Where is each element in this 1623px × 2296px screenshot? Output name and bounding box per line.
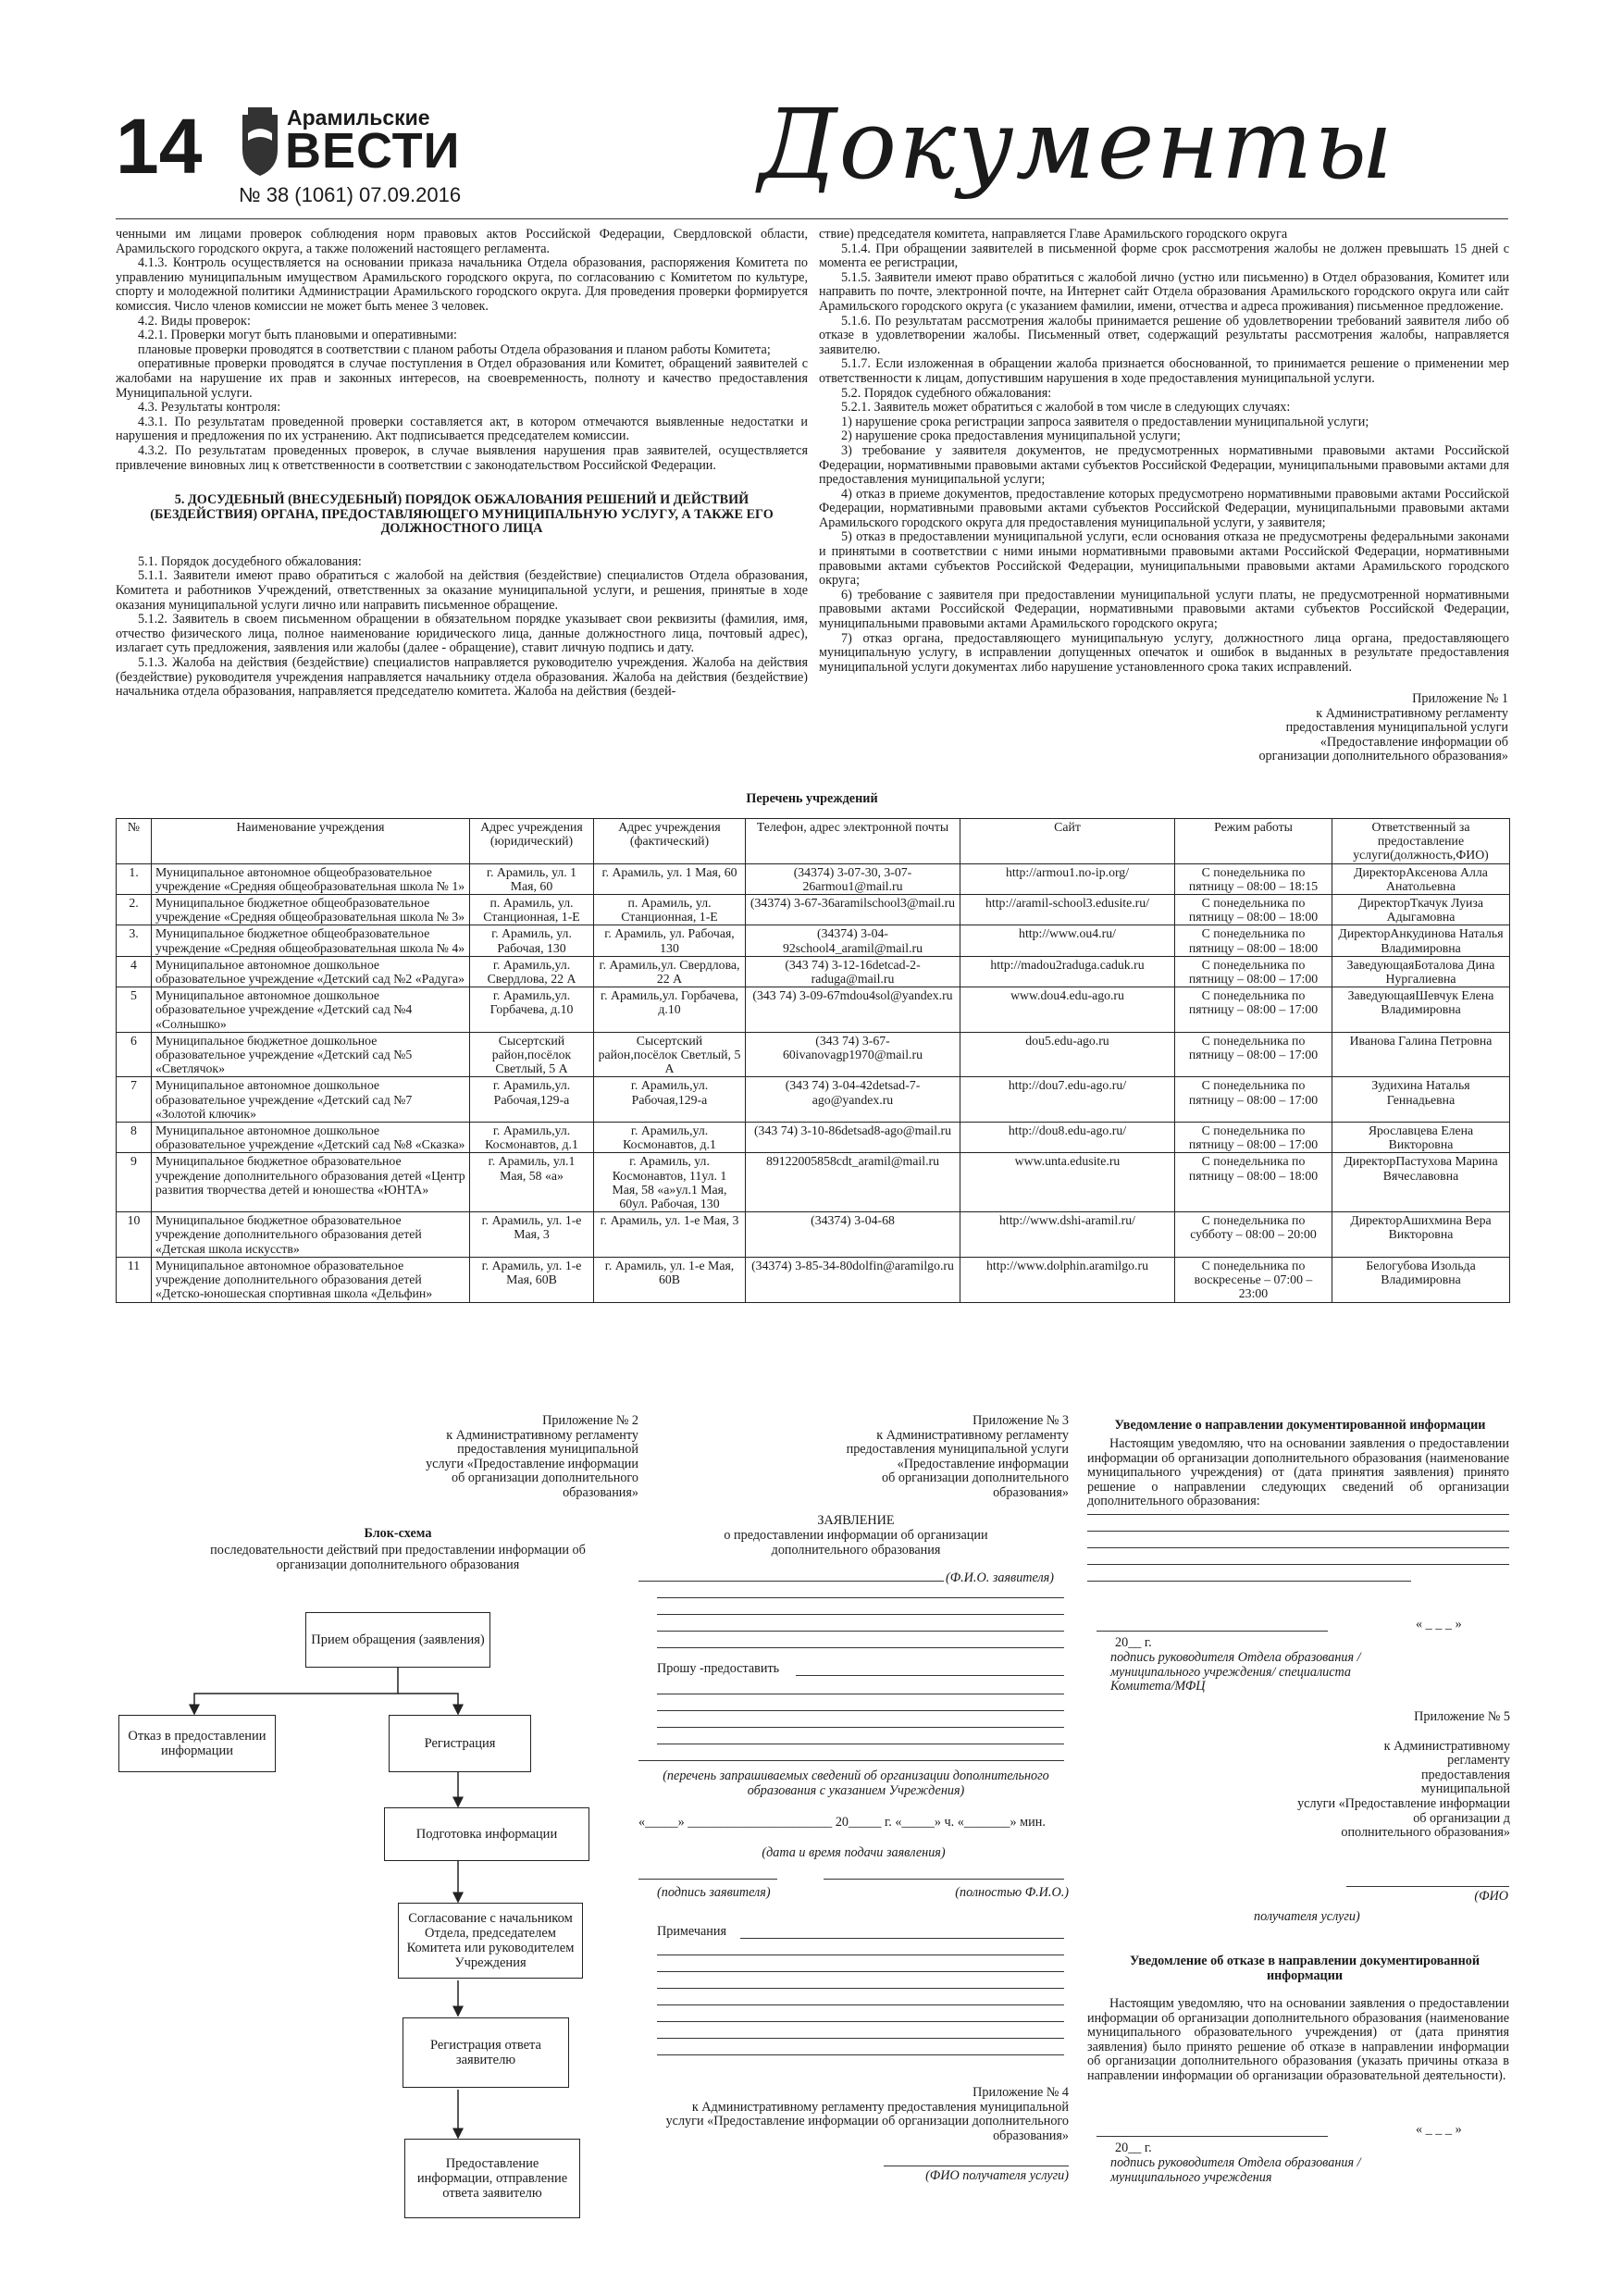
paragraph: 5.1.1. Заявители имеют право обратиться с жалобой на действия (бездействие) специалистов Отдела образования, Комитета и работников Учреждений, ответственных за оказание муниципальной услуги, и решения, принятые в ходе оказания муниципальной услуги лично или направить письменное обращение. — [116, 568, 808, 613]
appendix-line: «Предоставление информации об — [1319, 734, 1508, 750]
cell-number: 1. — [117, 863, 152, 894]
flow-box-receive: Прием обращения (заявления) — [305, 1612, 490, 1668]
cell-name: Муниципальное бюджетное образовательное учреждение дополнительного образования детей «Детская школа искусств» — [152, 1212, 470, 1258]
appendix-line: образования» — [993, 1484, 1069, 1500]
appendix-line: организации дополнительного образования» — [1258, 749, 1508, 764]
appendix-line: предоставления муниципальной услуги — [846, 1442, 1069, 1458]
appendix-line: к Административному регламенту — [446, 1427, 638, 1443]
cell-responsible: Зудихина Наталья Геннадьевна — [1332, 1077, 1510, 1123]
form-line — [1087, 1547, 1509, 1548]
cell-name: Муниципальное автономное образовательное учреждение дополнительного образования детей «Детско-юношеская спортивная школа «Дельфин» — [152, 1257, 470, 1302]
flow-connector — [194, 1668, 398, 1714]
appendix-line: предоставления муниципальной — [457, 1442, 638, 1458]
cell-hours: С понедельника по пятницу – 08:00 – 17:00 — [1175, 1032, 1332, 1077]
paragraph: 5.1.2. Заявитель в своем письменном обращении в обязательном порядке указывает свои реквизиты (фамилия, имя, отчество физического лица, полное наименование юридического лица, данные должностного лица, почтовый адрес), излагает суть предложения, заявления или жалобы (далее - обращение), ставит личную подпись и дату. — [116, 612, 808, 656]
form-line — [740, 1938, 1064, 1939]
column-header: Телефон, адрес электронной почты — [746, 819, 960, 864]
date-line: «_____» ______________________ 20_____ г. «_____» ч. «_______» мин. — [638, 1815, 1046, 1830]
paragraph: 4.2.1. Проверки могут быть плановыми и оперативными: — [138, 328, 457, 343]
form-line — [657, 2004, 1064, 2005]
form-line — [1096, 2136, 1328, 2137]
column-header: Адрес учреждения (юридический) — [470, 819, 594, 864]
cell-contacts: (343 74) 3-10-86detsad8-ago@mail.ru — [746, 1123, 960, 1153]
notice-1-year: 20__ г. — [1115, 1635, 1152, 1650]
appendix-line: к Административному регламенту — [876, 1427, 1069, 1443]
cell-contacts: (343 74) 3-12-16detcad-2-raduga@mail.ru — [746, 956, 960, 987]
issue-info: № 38 (1061) 07.09.2016 — [239, 183, 462, 206]
cell-number: 2. — [117, 895, 152, 925]
cell-responsible: ЗаведующаяШевчук Елена Владимировна — [1332, 987, 1510, 1033]
cell-name: Муниципальное бюджетное общеобразовательное учреждение «Средняя общеобразовательная школа № 3» — [152, 895, 470, 925]
cell-site: http://www.dshi-aramil.ru/ — [960, 1212, 1175, 1258]
form-line — [638, 1581, 944, 1582]
notice-paragraph: Настоящим уведомляю, что на основании заявления о предоставлении информации об организации дополнительного образования (наименование муниципального учреждения) от (дата принятия заявления) принято решение о направлении следующих сведений об организации дополнительного образования: — [1087, 1436, 1509, 1509]
paragraph: ствие) председателя комитета, направляется Главе Арамильского городского округа — [819, 227, 1288, 242]
paragraph: 5.1.4. При обращении заявителей в письменной форме срок рассмотрения жалобы не должен превышать 15 дней с момента ее регистрации, — [819, 241, 1509, 271]
cell-hours: С понедельника по пятницу – 08:00 – 17:00 — [1175, 1123, 1332, 1153]
cell-site: http://armou1.no-ip.org/ — [960, 863, 1175, 894]
cell-responsible: ДиректорАшихмина Вера Викторовна — [1332, 1212, 1510, 1258]
notice-2-year: 20__ г. — [1115, 2141, 1152, 2155]
cell-responsible: ДиректорАксенова Алла Анатольевна — [1332, 863, 1510, 894]
notes-label: Примечания — [657, 1924, 726, 1939]
appendix-line: Приложение № 5 — [1414, 1709, 1510, 1724]
paragraph: 2) нарушение срока предоставления муниципальной услуги; — [841, 428, 1181, 444]
cell-actual-address: г. Арамиль,ул. Свердлова, 22 А — [594, 956, 746, 987]
notice-1-date: « _ _ _ » — [1416, 1617, 1462, 1632]
paragraph: 5.2. Порядок судебного обжалования: — [841, 385, 1052, 401]
paragraph: 1) нарушение срока регистрации запроса заявителя о предоставлении муниципальной услуги; — [841, 414, 1369, 429]
cell-name: Муниципальное бюджетное общеобразовательное учреждение «Средняя общеобразовательная школа № 4» — [152, 925, 470, 956]
column-header: Режим работы — [1175, 819, 1332, 864]
column-header: Сайт — [960, 819, 1175, 864]
flow-box-prepare: Подготовка информации — [384, 1807, 589, 1861]
form-line — [1346, 1886, 1509, 1887]
application-title: ЗАЯВЛЕНИЕ — [817, 1513, 895, 1528]
appendix-line: об организации д — [1413, 1810, 1510, 1826]
cell-actual-address: г. Арамиль,ул. Горбачева, д.10 — [594, 987, 746, 1033]
cell-site: http://aramil-school3.edusite.ru/ — [960, 895, 1175, 925]
form-line — [657, 1631, 1064, 1632]
cell-actual-address: п. Арамиль, ул. Станционная, 1-Е — [594, 895, 746, 925]
cell-legal-address: г. Арамиль, ул. 1 Мая, 60 — [470, 863, 594, 894]
cell-hours: С понедельника по пятницу – 08:00 – 18:00 — [1175, 925, 1332, 956]
form-line — [1087, 1514, 1509, 1515]
cell-hours: С понедельника по пятницу – 08:00 – 17:00 — [1175, 956, 1332, 987]
cell-legal-address: г. Арамиль,ул. Рабочая,129-а — [470, 1077, 594, 1123]
cell-legal-address: г. Арамиль, ул. 1-е Мая, 60В — [470, 1257, 594, 1302]
appendix-5-fio-2: получателя услуги) — [1254, 1909, 1360, 1924]
appendix-line: услуги «Предоставление информации об организации дополнительного образования» — [665, 2114, 1069, 2143]
appendix-line: предоставления муниципальной услуги — [1285, 720, 1508, 736]
paragraph: 5.1. Порядок досудебного обжалования: — [138, 553, 362, 569]
cell-actual-address: Сысертский район,посёлок Светлый, 5 А — [594, 1032, 746, 1077]
appendix-line: к Административному регламенту — [1316, 705, 1508, 721]
notice-2-date: « _ _ _ » — [1416, 2122, 1462, 2137]
column-header: Наименование учреждения — [152, 819, 470, 864]
cell-legal-address: г. Арамиль, ул. Рабочая, 130 — [470, 925, 594, 956]
cell-number: 8 — [117, 1123, 152, 1153]
cell-contacts: (343 74) 3-04-42detsad-7-ago@yandex.ru — [746, 1077, 960, 1123]
date-caption: (дата и время подачи заявления) — [762, 1845, 946, 1860]
cell-number: 11 — [117, 1257, 152, 1302]
cell-site: http://dou7.edu-ago.ru/ — [960, 1077, 1175, 1123]
cell-site: http://dou8.edu-ago.ru/ — [960, 1123, 1175, 1153]
cell-hours: С понедельника по воскресенье – 07:00 – 23:00 — [1175, 1257, 1332, 1302]
applicant-fio-caption: (Ф.И.О. заявителя) — [946, 1570, 1054, 1585]
cell-actual-address: г. Арамиль, ул. Космонавтов, 11ул. 1 Мая, 58 «а»ул.1 Мая, 60ул. Рабочая, 130 — [594, 1153, 746, 1212]
cell-contacts: (343 74) 3-67-60ivanovagp1970@mail.ru — [746, 1032, 960, 1077]
cell-hours: С понедельника по пятницу – 08:00 – 17:00 — [1175, 1077, 1332, 1123]
notice-1-signature: подпись руководителя Отдела образования /муниципального учреждения/ специалиста Комитета/МФЦ — [1110, 1650, 1361, 1694]
flow-box-provide: Предоставление информации, отправление ответа заявителю — [404, 2139, 580, 2218]
request-list-caption: (перечень запрашиваемых сведений об организации дополнительного образования с указанием Учреждения) — [663, 1769, 1049, 1798]
cell-responsible: Иванова Галина Петровна — [1332, 1032, 1510, 1077]
cell-responsible: Белогубова Изольда Владимировна — [1332, 1257, 1510, 1302]
cell-name: Муниципальное автономное дошкольное образовательное учреждение «Детский сад №7 «Золотой ключик» — [152, 1077, 470, 1123]
notice-1-text — [1087, 1437, 1509, 1509]
cell-number: 3. — [117, 925, 152, 956]
appendix-line: услуги «Предоставление информации — [426, 1456, 638, 1471]
fullname-caption: (полностью Ф.И.О.) — [955, 1885, 1069, 1900]
table-title: Перечень учреждений — [746, 791, 878, 806]
form-line — [657, 2038, 1064, 2039]
notice-2-text — [1087, 1997, 1509, 2084]
appendix-line: «Предоставление информации — [897, 1456, 1069, 1471]
form-line — [1087, 1531, 1509, 1532]
cell-contacts: (34374) 3-04-92school4_aramil@mail.ru — [746, 925, 960, 956]
cell-name: Муниципальное бюджетное дошкольное образовательное учреждение «Детский сад №5 «Светлячок» — [152, 1032, 470, 1077]
paragraph: 4.1.3. Контроль осуществляется на основании приказа начальника Отдела образования, распоряжения Комитета по управлению муниципальным имуществом Арамильского городского округа, по согласованию с Комитетом по культуре, спорту и молодежной политики Администрации Арамильского городского округа. Для проведения проверки формируется комиссия. Число членов комиссии не может быть менее 3 человек. — [116, 255, 808, 314]
cell-hours: С понедельника по субботу – 08:00 – 20:00 — [1175, 1212, 1332, 1258]
cell-number: 6 — [117, 1032, 152, 1077]
form-line — [638, 1760, 1064, 1761]
form-line — [657, 1710, 1064, 1711]
form-line — [657, 1597, 1064, 1598]
application-subtitle: о предоставлении информации об организации дополнительного образования — [724, 1528, 988, 1558]
cell-site: http://www.ou4.ru/ — [960, 925, 1175, 956]
logo-top-text: Арамильские — [287, 105, 430, 130]
paragraph: ченными им лицами проверок соблюдения норм правовых актов Российской Федерации, Свердловской области, Арамильского городского округа, а также положений настоящего регламента. — [116, 227, 808, 256]
notice-2-signature: подпись руководителя Отдела образования /муниципального учреждения — [1110, 2155, 1361, 2185]
cell-contacts: 89122005858cdt_aramil@mail.ru — [746, 1153, 960, 1212]
cell-hours: С понедельника по пятницу – 08:00 – 17:00 — [1175, 987, 1332, 1033]
cell-responsible: ДиректорАнкудинова Наталья Владимировна — [1332, 925, 1510, 956]
cell-responsible: ДиректорТкачук Луиза Адыгамовна — [1332, 895, 1510, 925]
cell-site: http://madou2raduga.caduk.ru — [960, 956, 1175, 987]
recipient-fio-caption: (ФИО получателя услуги) — [925, 2168, 1069, 2183]
cell-responsible: ДиректорПастухова Марина Вячеславовна — [1332, 1153, 1510, 1212]
cell-number: 9 — [117, 1153, 152, 1212]
cell-legal-address: г. Арамиль, ул. 1-е Мая, 3 — [470, 1212, 594, 1258]
column-header: Адрес учреждения (фактический) — [594, 819, 746, 864]
request-label: Прошу -предоставить — [657, 1661, 780, 1676]
form-line — [1087, 1581, 1411, 1582]
paragraph: оперативные проверки проводятся в случае поступления в Отдел образования или Комитет, обращений заявителей с жалобами на нарушение их прав и законных интересов, на своевременность, полноту и качество предоставления Муниципальной услуги. — [116, 356, 808, 401]
notice-paragraph: Настоящим уведомляю, что на основании заявления о предоставлении информации об организации дополнительного образования (наименование муниципального образовательного учреждения) от (дата принятия заявления) было принято решение об отказе в направлении информации об организации дополнительного образования (указать причины отказа в направлении информации об организации образовательной деятельности). — [1087, 1996, 1509, 2083]
cell-hours: С понедельника по пятницу – 08:00 – 18:00 — [1175, 895, 1332, 925]
flowchart-title: Блок-схема — [364, 1526, 432, 1541]
form-line — [638, 1879, 777, 1880]
paragraph: 4.2. Виды проверок: — [138, 313, 251, 329]
appendix-line: к Административному — [1383, 1738, 1510, 1754]
paragraph: плановые проверки проводятся в соответствии с планом работы Отдела образования и планом работы Комитета; — [138, 341, 771, 357]
appendix-line: регламенту — [1447, 1753, 1510, 1769]
cell-number: 7 — [117, 1077, 152, 1123]
cell-hours: С понедельника по пятницу – 08:00 – 18:15 — [1175, 863, 1332, 894]
cell-legal-address: г. Арамиль,ул. Свердлова, 22 А — [470, 956, 594, 987]
flow-box-register: Регистрация — [389, 1715, 531, 1772]
cell-legal-address: г. Арамиль, ул.1 Мая, 58 «а» — [470, 1153, 594, 1212]
signature-caption: (подпись заявителя) — [657, 1885, 771, 1900]
cell-contacts: (34374) 3-04-68 — [746, 1212, 960, 1258]
cell-site: www.unta.edusite.ru — [960, 1153, 1175, 1212]
appendix-5-fio: (ФИО — [1474, 1889, 1508, 1904]
appendix-line: об организации дополнительного — [882, 1471, 1069, 1486]
appendix-5-heading — [1231, 1710, 1510, 1841]
appendix-line: ополнительного образования» — [1341, 1825, 1510, 1841]
appendix-line: муниципальной — [1420, 1781, 1510, 1797]
column-header: Ответственный за предоставление услуги(должность,ФИО) — [1332, 819, 1510, 864]
appendix-3-heading — [814, 1414, 1069, 1501]
paragraph: 5.1.6. По результатам рассмотрения жалобы принимается решение об удовлетворении требований заявителя либо об отказе в удовлетворении жалобы. Письменный ответ, содержащий результаты рассмотрения жалобы, направляется заявителю. — [819, 313, 1509, 357]
flow-box-agree: Согласование с начальником Отдела, председателем Комитета или руководителем Учреждения — [398, 1903, 583, 1979]
paragraph: 3) требование у заявителя документов, не предусмотренных нормативными правовыми актами Российской Федерации, нормативными правовыми актами субъектов Российской Федерации, муниципальными правовыми актами для предоставления муниципальной услуги; — [819, 442, 1509, 488]
column-header: № — [117, 819, 152, 864]
cell-hours: С понедельника по пятницу – 08:00 – 18:00 — [1175, 1153, 1332, 1212]
cell-name: Муниципальное автономное дошкольное образовательное учреждение «Детский сад №8 «Сказка» — [152, 1123, 470, 1153]
paragraph: 4.3.2. По результатам проведенных проверок, в случае выявления нарушения прав заявителей, осуществляется привлечение виновных лиц к ответственности в соответствии с законодательством Российской Федерации. — [116, 442, 808, 473]
appendix-line: Приложение № 4 — [973, 2085, 1069, 2100]
section5-heading: 5. ДОСУДЕБНЫЙ (ВНЕСУДЕБНЫЙ) ПОРЯДОК ОБЖАЛОВАНИЯ РЕШЕНИЙ И ДЕЙСТВИЙ (БЕЗДЕЙСТВИЯ) ОРГАНА, ПРЕДОСТАВЛЯЮЩЕГО МУНИЦИПАЛЬНУЮ УСЛУГУ, А ТАКЖЕ ЕГО ДОЛЖНОСТНОГО ЛИЦА — [150, 492, 774, 537]
notice-1-title: Уведомление о направлении документированной информации — [1114, 1418, 1486, 1433]
form-line — [657, 1647, 1064, 1648]
paragraph: 4) отказ в приеме документов, предоставление которых предусмотрено нормативными правовыми актами Российской Федерации, нормативными правовыми актами субъектов Российской Федерации, муниципальными правовыми актами Арамильского городского округа для предоставления муниципальной услуги, у заявителя; — [819, 486, 1509, 530]
form-line — [657, 1988, 1064, 1989]
flow-box-refuse: Отказ в предоставлении информации — [118, 1715, 276, 1772]
cell-name: Муниципальное автономное дошкольное образовательное учреждение «Детский сад №4 «Солнышко» — [152, 987, 470, 1033]
form-line — [657, 2021, 1064, 2022]
flow-connector — [398, 1694, 458, 1714]
cell-legal-address: г. Арамиль,ул. Космонавтов, д.1 — [470, 1123, 594, 1153]
form-line — [824, 1879, 1064, 1880]
cell-contacts: (34374) 3-07-30, 3-07-26armou1@mail.ru — [746, 863, 960, 894]
cell-name: Муниципальное бюджетное образовательное учреждение дополнительного образования детей «Центр развития творчества детей и юношества «ЮНТА» — [152, 1153, 470, 1212]
cell-site: http://www.dolphin.aramilgo.ru — [960, 1257, 1175, 1302]
paragraph: 5.1.3. Жалоба на действия (бездействие) специалистов направляется руководителю учреждения. Жалоба на действия (бездействие) руководителя учреждения направляется начальнику отдела образования. Жалоба на действия (бездействие) начальника отдела образования, направляется председателю комитета. Жалоба на действия (бездей- — [116, 655, 808, 700]
paragraph: 4.3. Результаты контроля: — [138, 400, 281, 416]
section-title: Документы — [759, 88, 1395, 201]
form-line — [657, 1971, 1064, 1972]
notice-2-title: Уведомление об отказе в направлении документированной информации — [1129, 1954, 1481, 1983]
paragraph: 5.2.1. Заявитель может обратиться с жалобой в том числе в следующих случаях: — [841, 400, 1291, 416]
paragraph: 5.1.5. Заявители имеют право обратиться с жалобой лично (устно или письменно) в Отдел образования, Комитет или направить по почте, электронной почте, на Интернет сайт Отдела образования Арамильского городского округа или сайт Арамильского городского округа (с указанием фамилии, имени, отчества и адреса проживания) письменное предложение. — [819, 269, 1509, 314]
page-number: 14 — [116, 103, 203, 190]
cell-legal-address: г. Арамиль,ул. Горбачева, д.10 — [470, 987, 594, 1033]
paragraph: 5.1.7. Если изложенная в обращении жалоба признается обоснованной, то принимается решение о применении мер ответственности к лицам, допустившим нарушения в ходе предоставления муниципальной услуги. — [819, 356, 1509, 386]
appendix-line: Приложение № 1 — [1412, 691, 1508, 706]
appendix-line: об организации дополнительного — [452, 1471, 638, 1486]
form-line — [796, 1675, 1064, 1676]
cell-actual-address: г. Арамиль,ул. Рабочая,129-а — [594, 1077, 746, 1123]
cell-name: Муниципальное автономное общеобразовательное учреждение «Средняя общеобразовательная школа № 1» — [152, 863, 470, 894]
form-line — [1096, 1631, 1328, 1632]
cell-number: 4 — [117, 956, 152, 987]
logo-main-text: ВЕСТИ — [285, 123, 461, 179]
cell-number: 10 — [117, 1212, 152, 1258]
cell-legal-address: п. Арамиль, ул. Станционная, 1-Е — [470, 895, 594, 925]
appendix-4-heading — [629, 2086, 1069, 2143]
flow-box-register-answer: Регистрация ответа заявителю — [403, 2017, 569, 2088]
appendix-line: Приложение № 3 — [973, 1413, 1069, 1428]
form-line — [657, 2054, 1064, 2055]
cell-responsible: ЗаведующаяБоталова Дина Нургалиевна — [1332, 956, 1510, 987]
form-line — [1087, 1564, 1509, 1565]
cell-actual-address: г. Арамиль, ул. 1-е Мая, 60В — [594, 1257, 746, 1302]
appendix-line: услуги «Предоставление информации — [1297, 1795, 1510, 1811]
appendix-line: образования» — [563, 1484, 638, 1500]
paragraph: 7) отказ органа, предоставляющего муниципальную услугу, должностного лица органа, предоставляющего муниципальную услугу, в исправлении допущенных опечаток и ошибок в выданных в результате предоставления муниципальной услуги документах либо нарушение установленного срока таких исправлений. — [819, 630, 1509, 675]
paragraph: 6) требование с заявителя при предоставлении муниципальной услуги платы, не предусмотренной нормативными правовыми актами Российской Федерации, нормативными правовыми актами субъектов Российской Федерации, муниципальными правовыми актами Арамильского городского округа; — [819, 587, 1509, 632]
paragraph: 4.3.1. По результатам проведенной проверки составляется акт, в котором отмечаются выявленные недостатки и нарушения и предложения по их устранению. Акт подписывается председателем комиссии. — [116, 414, 808, 444]
cell-actual-address: г. Арамиль, ул. Рабочая, 130 — [594, 925, 746, 956]
cell-actual-address: г. Арамиль, ул. 1 Мая, 60 — [594, 863, 746, 894]
cell-actual-address: г. Арамиль, ул. 1-е Мая, 3 — [594, 1212, 746, 1258]
cell-number: 5 — [117, 987, 152, 1033]
appendix-line: предоставления — [1420, 1767, 1510, 1782]
form-line — [657, 1727, 1064, 1728]
cell-contacts: (34374) 3-85-34-80dolfin@aramilgo.ru — [746, 1257, 960, 1302]
cell-site: www.dou4.edu-ago.ru — [960, 987, 1175, 1033]
cell-actual-address: г. Арамиль,ул. Космонавтов, д.1 — [594, 1123, 746, 1153]
cell-contacts: (34374) 3-67-36aramilschool3@mail.ru — [746, 895, 960, 925]
appendix-line: к Административному регламенту предоставления муниципальной — [691, 2099, 1069, 2115]
cell-name: Муниципальное автономное дошкольное образовательное учреждение «Детский сад №2 «Радуга» — [152, 956, 470, 987]
cell-contacts: (343 74) 3-09-67mdou4sol@yandex.ru — [746, 987, 960, 1033]
cell-site: dou5.edu-ago.ru — [960, 1032, 1175, 1077]
cell-legal-address: Сысертский район,посёлок Светлый, 5 А — [470, 1032, 594, 1077]
cell-responsible: Ярославцева Елена Викторовна — [1332, 1123, 1510, 1153]
paragraph: 5) отказ в предоставлении муниципальной услуги, если основания отказа не предусмотрены федеральными законами и принятыми в соответствии с ними иными нормативными правовыми актами Российской Федерации, нормативными правовыми актами субъектов Российской Федерации, муниципальными правовыми актами Арамильского городского округа; — [819, 529, 1509, 589]
appendix-line: Приложение № 2 — [542, 1413, 638, 1428]
form-line — [657, 1614, 1064, 1615]
flowchart-subtitle: последовательности действий при предоставлении информации об организации дополнительного образования — [210, 1543, 586, 1572]
